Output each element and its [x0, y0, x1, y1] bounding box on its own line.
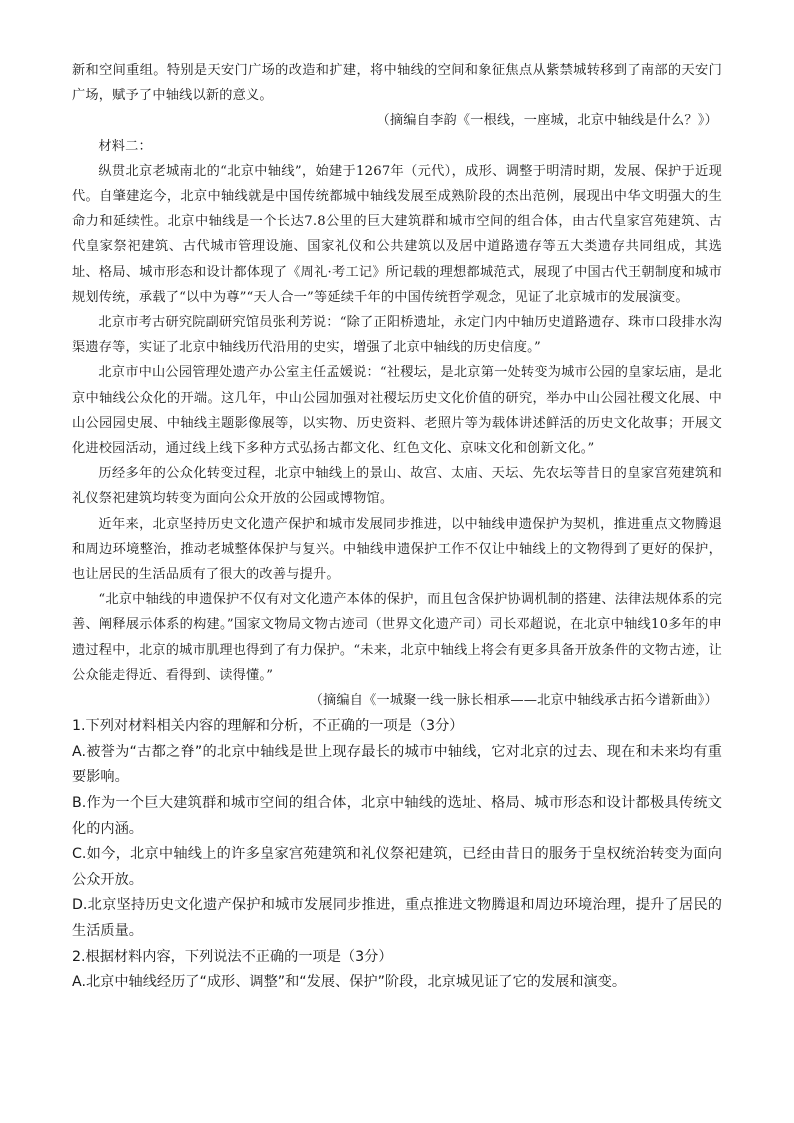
material1-tail-paragraph: 新和空间重组。特别是天安门广场的改造和扩建，将中轴线的空间和象征焦点从紫禁城转移到了南部的天安门广场，赋予了中轴线以新的意义。 [72, 63, 722, 104]
material2-paragraph: 北京市中山公园管理处遗产办公室主任孟媛说：“社稷坛，是北京第一处转变为城市公园的皇家坛庙，是北京中轴线公众化的开端。这几年，中山公园加强对社稷坛历史文化价值的研究，举办中山公园社稷文化展、中山公园园史展、中轴线主题影像展等，以实物、历史资料、老照片等为载体讲述鲜活的历史文化故事；开展文化进校园活动，通过线上线下多种方式弘扬古都文化、红色文化、京味文化和创新文化。” [72, 365, 722, 457]
material2-source: （摘编自《一城聚一线一脉长相承——北京中轴线承古拓今谱新曲》） [309, 693, 718, 709]
question-1-option-a: A.被誉为“古都之脊”的北京中轴线是世上现存最长的城市中轴线，它对北京的过去、现在和未来均有重要影响。 [72, 743, 722, 786]
question-1-option-c: C.如今，北京中轴线上的许多皇家宫苑建筑和礼仪祭祀建筑，已经由昔日的服务于皇权统治转变为面向公众开放。 [72, 846, 722, 888]
question-1-option-d: D.北京坚持历史文化遗产保护和城市发展同步推进，重点推进文物腾退和周边环境治理，提升了居民的生活质量。 [72, 897, 722, 940]
question-2-option-a: A.北京中轴线经历了“成形、调整”和“发展、保护”阶段，北京城见证了它的发展和演变。 [72, 974, 627, 991]
question-1-option-b: B.作为一个巨大建筑群和城市空间的组合体，北京中轴线的选址、格局、城市形态和设计都极具传统文化的内涵。 [72, 795, 722, 837]
questions [72, 714, 722, 996]
material2-paragraph: 北京市考古研究院副研究馆员张利芳说：“除了正阳桥遗址，永定门内中轴历史道路遗存、珠市口段排水沟渠遗存等，实证了北京中轴线历代沿用的史实，增强了北京中轴线的历史信度。” [72, 315, 722, 356]
material2-paragraph: 历经多年的公众化转变过程，北京中轴线上的景山、故宫、太庙、天坛、先农坛等昔日的皇家宫苑建筑和礼仪祭祀建筑均转变为面向公众开放的公园或博物馆。 [72, 466, 722, 507]
material1-source: （摘编自李韵《一根线，一座城，北京中轴线是什么？》） [376, 113, 718, 129]
material2-paragraph: 纵贯北京老城南北的“北京中轴线”，始建于1267年（元代），成形、调整于明清时期，发展、保护于近现代。自肇建迄今，北京中轴线就是中国传统都城中轴线发展至成熟阶段的杰出范例，展现出中华文明强大的生命力和延续性。北京中轴线是一个长达7.8公里的巨大建筑群和城市空间的组合体，由古代皇家宫苑建筑、古代皇家祭祀建筑、古代城市管理设施、国家礼仪和公共建筑以及居中道路遗存等五大类遗存共同组成，其选址、格局、城市形态和设计都体现了《周礼·考工记》所记载的理想都城范式，展现了中国古代王朝制度和城市规划传统，承载了“以中为尊”“天人合一”等延续千年的中国传统哲学观念，见证了北京城市的发展演变。 [72, 163, 722, 305]
material2-paragraph: “北京中轴线的申遗保护不仅有对文化遗产本体的保护，而且包含保护协调机制的搭建、法律法规体系的完善、阐释展示体系的构建。”国家文物局文物古迹司（世界文化遗产司）司长邓超说，在北京中轴线10多年的申遗过程中，北京的城市肌理也得到了有力保护。“未来，北京中轴线上将会有更多具备开放条件的文物古迹，让公众能走得近、看得到、读得懂。” [72, 592, 722, 683]
reading-passage [72, 58, 722, 713]
question-1-stem: 1.下列对材料相关内容的理解和分析，不正确的一项是（3分） [72, 718, 464, 735]
material2-heading: 材料二： [98, 138, 152, 154]
material2-paragraph: 近年来，北京坚持历史文化遗产保护和城市发展同步推进，以中轴线申遗保护为契机，推进重点文物腾退和周边环境整治，推动老城整体保护与复兴。中轴线申遗保护工作不仅让中轴线上的文物得到了更好的保护，也让居民的生活品质有了很大的改善与提升。 [72, 516, 722, 583]
question-2-stem: 2.根据材料内容，下列说法不正确的一项是（3分） [72, 948, 393, 965]
